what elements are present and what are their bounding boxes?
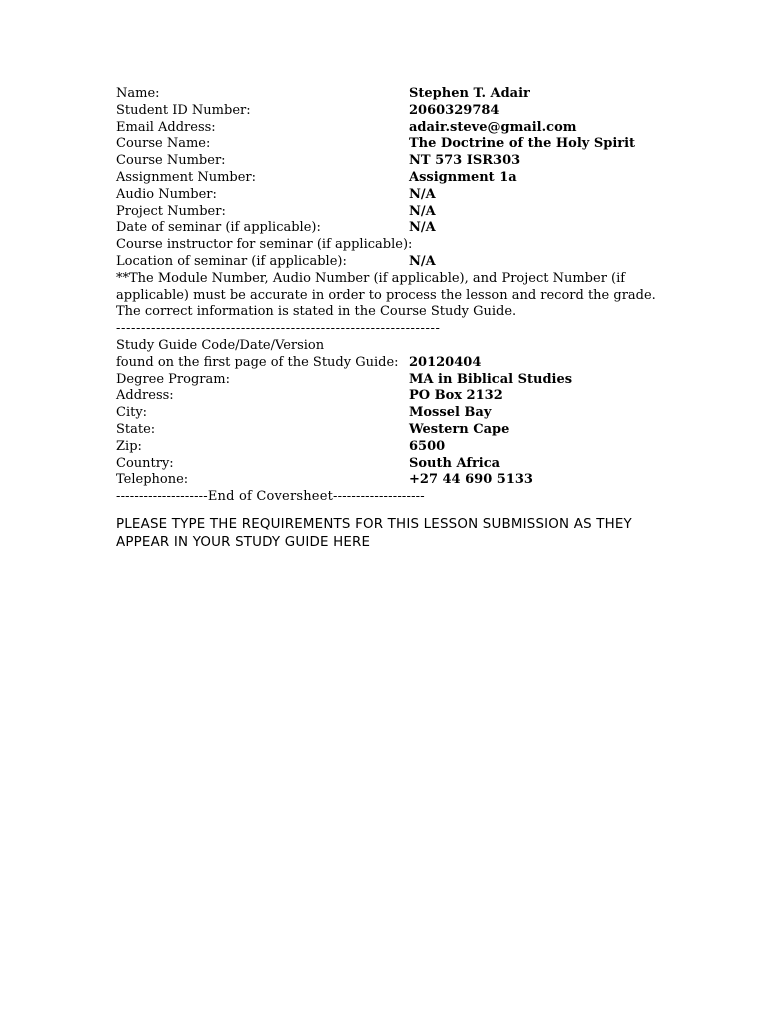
field-label: State: [116,421,156,437]
field-label: City: [116,405,148,421]
field-value: MA in Biblical Studies [409,371,573,387]
field-value: 6500 [409,438,446,454]
field-row-seminar-location [116,254,656,271]
field-label: Course Number: [116,153,226,169]
field-row-degree-program [116,372,656,389]
field-label: Country: [116,455,174,471]
field-row-student-id [116,103,656,120]
field-row-name [116,86,656,103]
field-label: Course Name: [116,136,211,152]
study-guide-heading-text: Study Guide Code/Date/Version [116,337,325,353]
field-value: N/A [409,220,436,236]
field-row-assignment-number [116,170,656,187]
field-row-country [116,456,656,473]
field-label: Audio Number: [116,186,217,202]
field-label: Date of seminar (if applicable): [116,220,321,236]
field-label: Course instructor for seminar (if applicable): [116,237,413,253]
field-label: found on the first page of the Study Guide: [116,354,399,370]
requirements-instruction: PLEASE TYPE THE REQUIREMENTS FOR THIS LESSON SUBMISSION AS THEY APPEAR IN YOUR STUDY GUIDE HERE [116,516,632,550]
field-value: N/A [409,203,436,219]
field-row-zip [116,439,656,456]
field-value: PO Box 2132 [409,388,503,404]
field-row-email [116,120,656,137]
field-row-telephone [116,472,656,489]
field-label: Degree Program: [116,371,230,387]
field-value: South Africa [409,455,501,471]
field-label: Project Number: [116,203,226,219]
field-value: NT 573 ISR303 [409,153,521,169]
field-value: +27 44 690 5133 [409,472,533,488]
field-label: Location of seminar (if applicable): [116,253,347,269]
end-of-coversheet-line: --------------------End of Coversheet-------------------- [116,489,425,505]
field-row-address [116,388,656,405]
study-guide-heading [116,338,656,355]
field-label: Name: [116,86,160,101]
accuracy-note: **The Module Number, Audio Number (if applicable), and Project Number (if applicable) must be accurate in order to process the lesson and record the grade. The correct information is stated in the Course Study Guide. [116,270,656,320]
field-row-audio-number [116,187,656,204]
field-row-project-number [116,204,656,221]
field-label: Telephone: [116,472,189,488]
field-value: Mossel Bay [409,405,492,421]
field-row-course-number [116,153,656,170]
coversheet [116,86,656,552]
field-row-city [116,405,656,422]
field-value: Stephen T. Adair [409,86,530,101]
field-value: N/A [409,253,436,269]
field-row-state [116,422,656,439]
field-value: 20120404 [409,354,482,370]
section-divider: ----------------------------------------------------------------- [116,321,441,337]
field-value: N/A [409,186,436,202]
field-value: Assignment 1a [409,169,517,185]
field-label: Email Address: [116,119,216,135]
field-label: Student ID Number: [116,102,251,118]
field-label: Address: [116,388,174,404]
field-row-seminar-date [116,220,656,237]
field-row-seminar-instructor [116,237,656,254]
field-value: 2060329784 [409,102,500,118]
field-value: adair.steve@gmail.com [409,119,577,135]
field-label: Zip: [116,438,142,454]
field-row-study-guide-code [116,355,656,372]
field-row-course-name [116,136,656,153]
field-label: Assignment Number: [116,169,257,185]
field-value: Western Cape [409,421,510,437]
field-value: The Doctrine of the Holy Spirit [409,136,636,152]
